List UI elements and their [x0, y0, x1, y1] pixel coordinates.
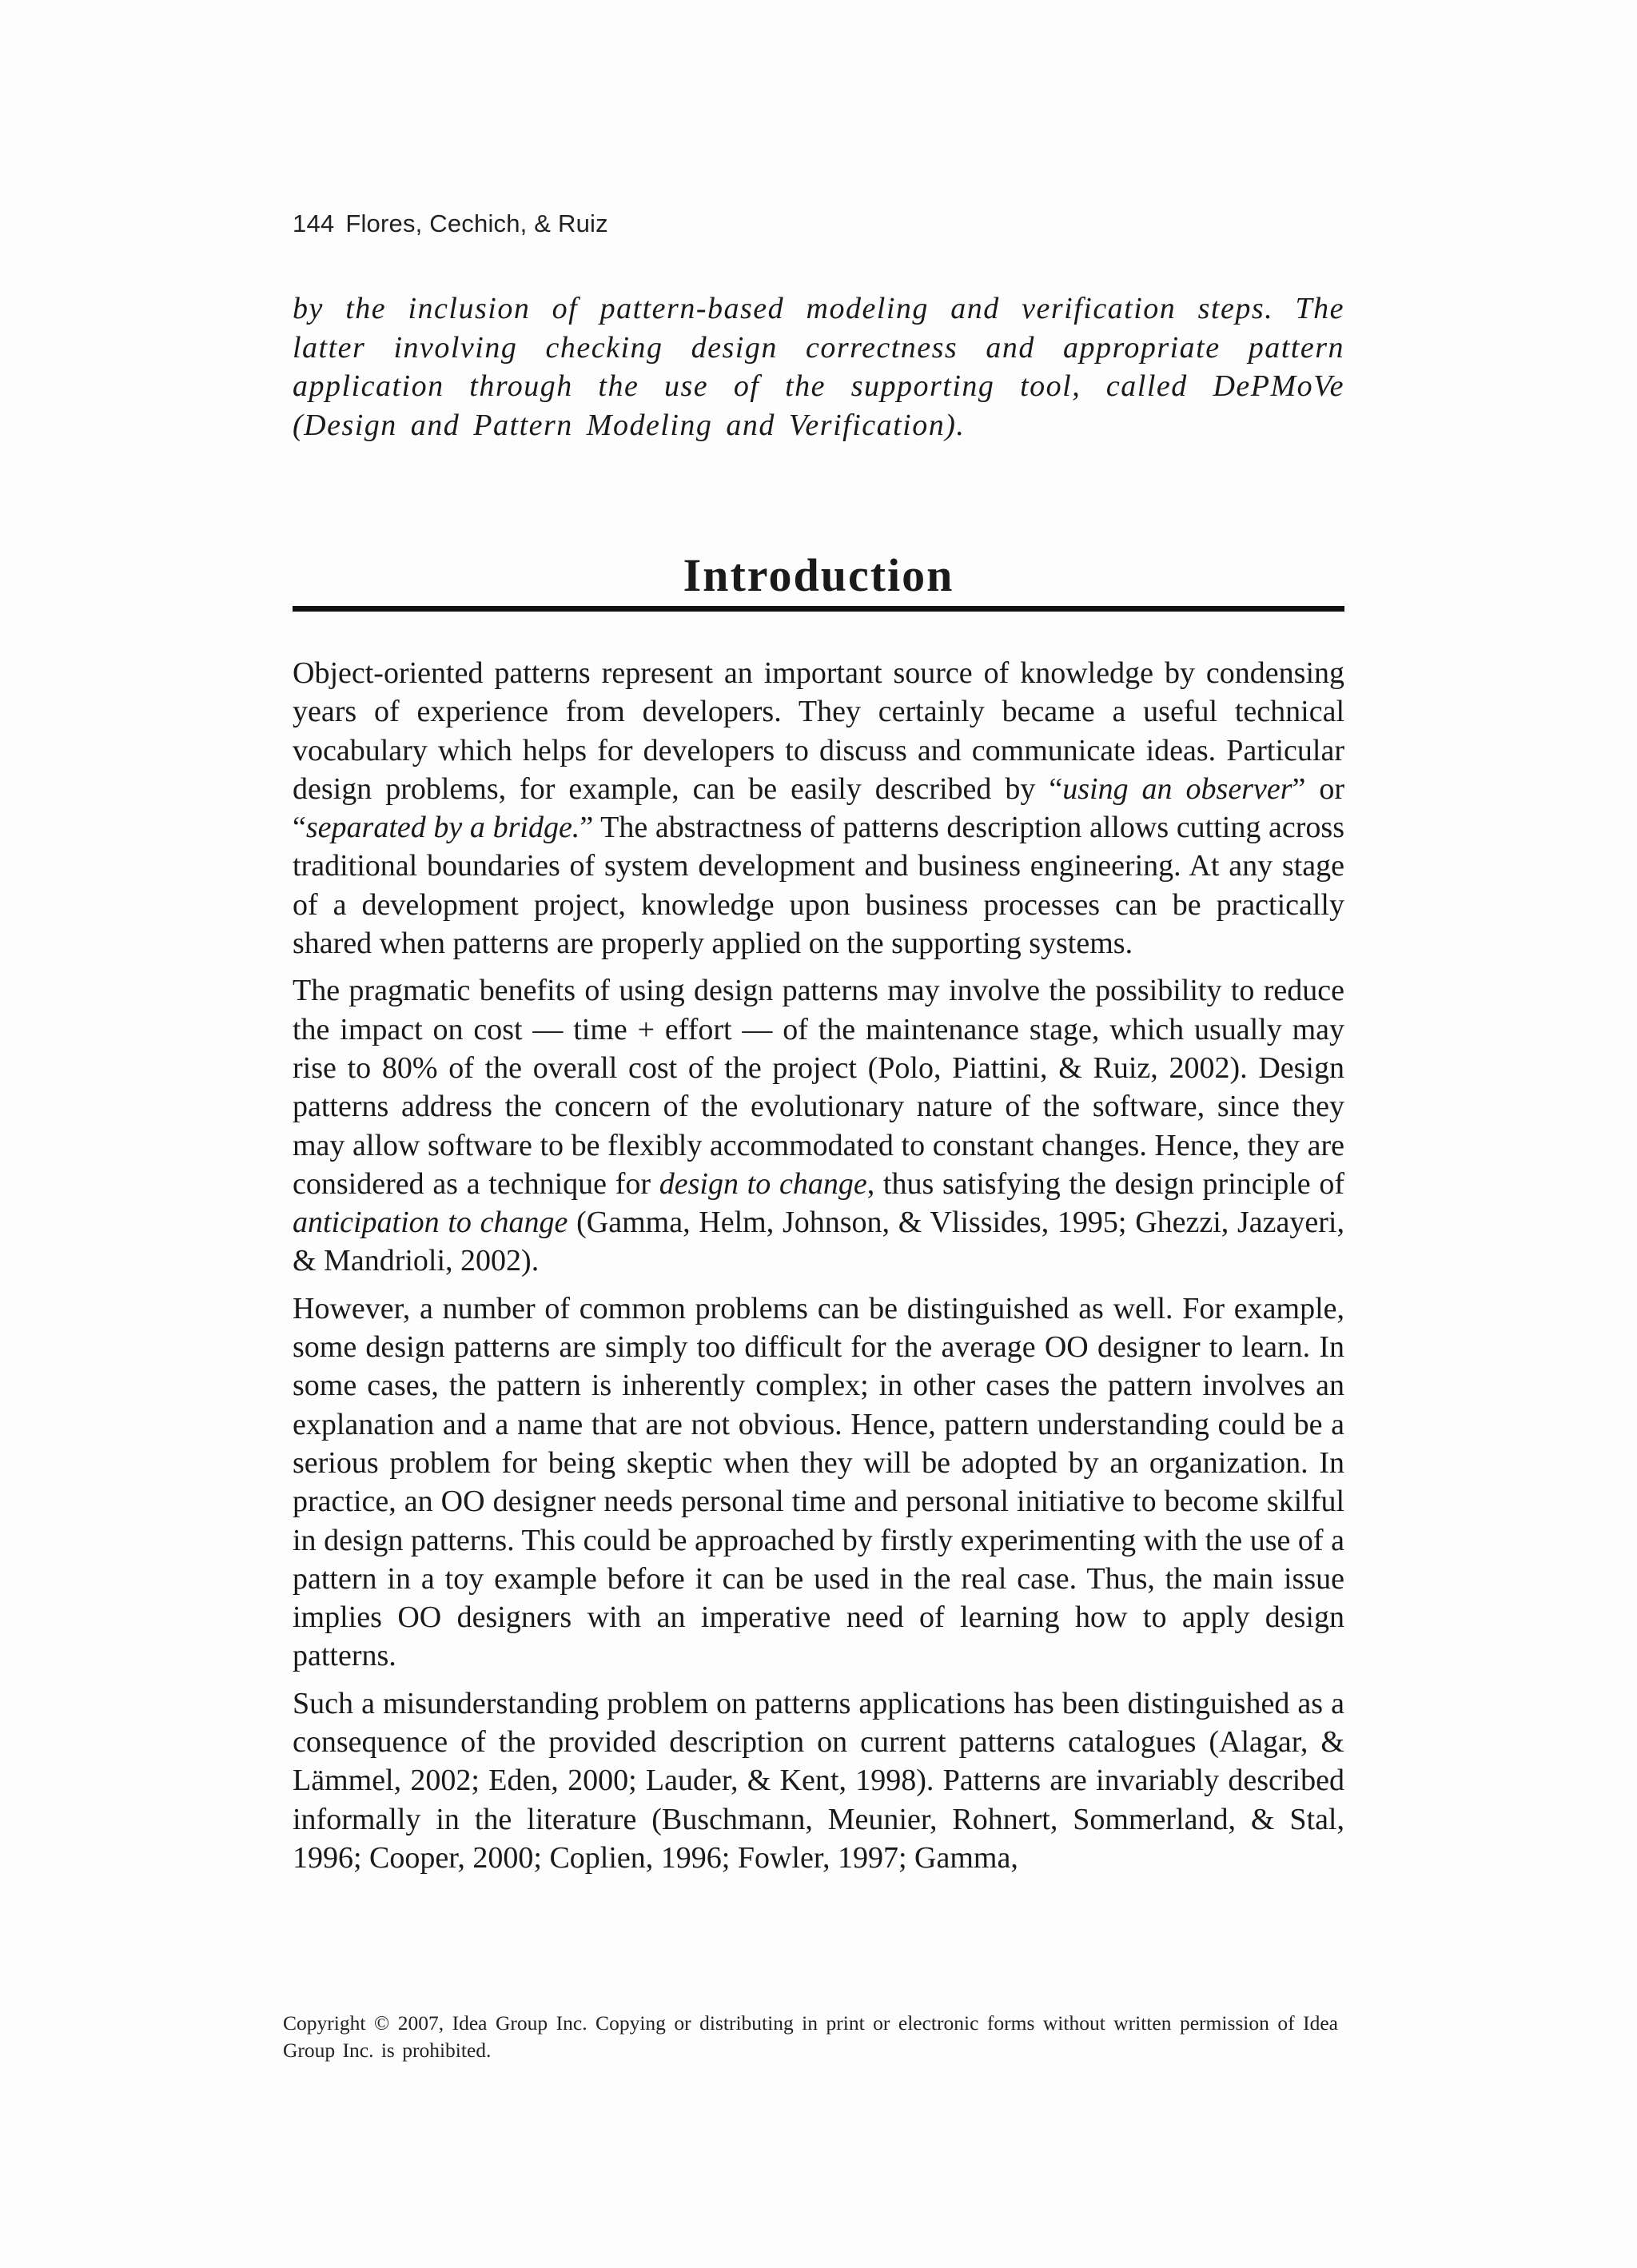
paragraph-1 [293, 654, 1344, 963]
p2-italic-anticipation: anticipation to change [293, 1206, 568, 1240]
p1-text-c: ” or “ [293, 771, 1345, 845]
page-number: 144 [293, 209, 335, 237]
p1-italic-observer: using an observer [1062, 771, 1292, 806]
body-text [293, 654, 1344, 1886]
section-heading-block [293, 544, 1344, 612]
running-head [293, 209, 608, 238]
paragraph-3: However, a number of common problems can be distinguished as well. For example, some design patterns are simply too difficult for the average OO designer to learn. In some cases, the pattern is inherently complex; in other cases the pattern involves an explanation and a name that are not obvious. Hence, pattern understanding could be a serious problem for being skeptic when they will be adopted by an organization. In practice, an OO designer needs personal time and personal initiative to become skilful in design patterns. This could be approached by firstly experimenting with the use of a pattern in a toy example before it can be used in the real case. Thus, the main issue implies OO designers with an imperative need of learning how to apply design patterns. [293, 1291, 1344, 1673]
copyright-footer: Copyright © 2007, Idea Group Inc. Copying or distributing in print or electronic forms without written permission of Idea Group Inc. is prohibited. [283, 2011, 1338, 2062]
p1-text-e: ” The abstractness of patterns description allows cutting across traditional boundaries of system development and business engineering. At any stage of a development project, knowledge upon business processes can be practically shared when patterns are properly applied on the supporting systems. [293, 811, 1344, 961]
paragraph-4: Such a misunderstanding problem on patterns applications has been distinguished as a consequence of the provided description on current patterns catalogues (Alagar, & Lämmel, 2002; Eden, 2000; Lauder, & Kent, 1998). Patterns are invariably described informally in the literature (Buschmann, Meunier, Rohnert, Sommerland, & Stal, 1996; Cooper, 2000; Coplien, 1996; Fowler, 1997; Gamma, [293, 1686, 1344, 1875]
p2-italic-design-to-change: design to change [659, 1166, 867, 1201]
p1-italic-bridge: separated by a bridge. [305, 811, 580, 845]
p2-text-a: The pragmatic benefits of using design patterns may involve the possibility to reduce the impact on cost — time + effort — of the maintenance stage, which usually may rise to 80% of the overall cost of the project (Polo, Piattini, & Ruiz, 2002). Design patterns address the concern of the evolutionary nature of the software, since they may allow software to be flexibly accommodated to constant changes. Hence, they are considered as a technique for [293, 974, 1344, 1201]
p2-text-c: , thus satisfying the design principle of [866, 1166, 1344, 1201]
running-head-authors: Flores, Cechich, & Ruiz [345, 209, 608, 237]
p2-text-e: (Gamma, Helm, Johnson, & Vlissides, 1995; Ghezzi, Jazayeri, & Mandrioli, 2002). [293, 1206, 1344, 1278]
section-title: Introduction [683, 549, 954, 601]
paragraph-2 [293, 971, 1344, 1280]
p1-text-a: Object-oriented patterns represent an important source of knowledge by condensing years of experience from developers. They certainly became a useful technical vocabulary which helps for developers to discuss and communicate ideas. Particular design problems, for example, can be easily described by “ [293, 656, 1344, 806]
abstract-tail: by the inclusion of pattern-based modeling and verification steps. The latter involving checking design correctness and appropriate pattern application through the use of the supporting tool, called DePMoVe (Design and Pattern Modeling and Verification). [293, 292, 1344, 442]
